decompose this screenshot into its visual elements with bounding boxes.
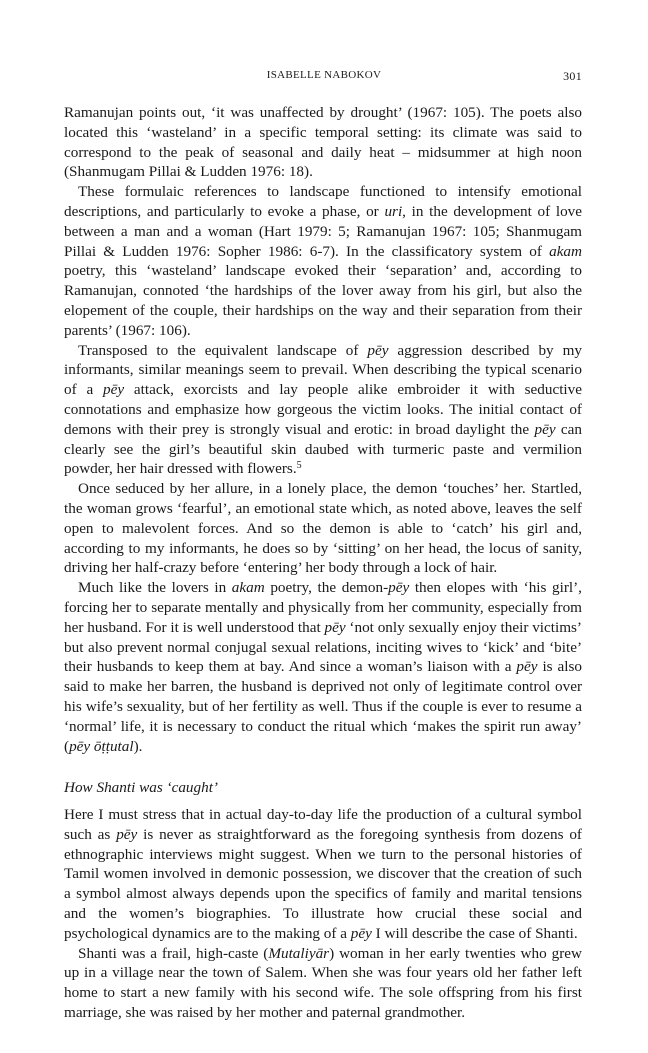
term-pey: pēy [103, 381, 125, 399]
term-pey: pēy [350, 924, 372, 942]
text-run: poetry, this ‘wasteland’ landscape evoked their ‘separation’ and, according to Ramanujan, connoted ‘the hardships of the lover away from his girl, but also the elopement of the couple, their hardships on the way and their separation from their parents’ (1967: 106). [64, 262, 582, 339]
article-body [64, 103, 582, 1023]
text-run: , in the development of love between a man and a woman (Hart 1979: 5; Ramanujan 1967: 105; Shanmugam Pillai & Ludden 1976: Sopher 1986: 6-7). In the classificatory system of [64, 202, 582, 260]
paragraph-landscape-references [64, 182, 582, 340]
text-run: aggression described by my informants, similar meanings seem to prevail. When describing the typical scenario of a [64, 341, 582, 399]
paragraph-pey-attack [64, 341, 582, 480]
text-run: Transposed to the equivalent landscape of [78, 341, 368, 359]
running-head [0, 69, 648, 85]
term-pey: pēy [324, 618, 346, 636]
paragraph-shanti [64, 944, 582, 1023]
term-uri: uri [384, 202, 403, 220]
term-pey: pēy [367, 341, 389, 359]
text-run: I will describe the case of Shanti. [371, 924, 578, 942]
text-run: Much like the lovers in [78, 579, 232, 597]
paragraph-text: Ramanujan points out, ‘it was unaffected by drought’ (1967: 105). The poets also located this ‘wasteland’ in a specific temporal setting: its climate was said to correspond to the peak of seasonal and daily heat – midsummer at high noon (Shanmugam Pillai & Ludden 1976: 18). [64, 104, 582, 181]
text-run: then elopes with ‘his girl’, forcing her to separate mentally and physically from her community, especially from her husband. For it is well understood that [64, 579, 582, 636]
term-mutaliyar: Mutaliyār [268, 944, 330, 962]
text-run: ). [133, 737, 143, 755]
text-run: is never as straightforward as the foregoing synthesis from dozens of ethnographic interviews might suggest. When we turn to the personal histories of Tamil women involved in demonic possession, we discover that the creation of such a symbol almost always depends upon the specifics of family and marital tensions and the women’s biographies. To illustrate how crucial these social and psychological dynamics are to the making of a [64, 825, 582, 942]
text-run: Shanti was a frail, high-caste ( [78, 944, 269, 962]
paragraph-text: Once seduced by her allure, in a lonely place, the demon ‘touches’ her. Startled, the woman grows ‘fearful’, an emotional state which, as noted above, leaves the self open to malevolent forces. And so the demon is able to ‘catch’ his girl and, according to my informants, he does so by ‘sitting’ on her head, the locus of sanity, driving her half-crazy before ‘entering’ her body through a lock of hair. [64, 480, 582, 577]
text-run: can clearly see the girl’s beautiful skin daubed with turmeric paste and vermilion powder, her hair dressed with flowers. [64, 420, 583, 478]
text-run: poetry, the demon- [264, 579, 389, 597]
text-run: ‘not only sexually enjoy their victims’ but also prevent normal conjugal sexual relations, inciting wives to ‘kick’ and ‘bite’ their husbands to keep them at bay. And since a woman’s liaison with a [64, 618, 582, 676]
text-run: These formulaic references to landscape functioned to intensify emotional descriptions, and particularly to evoke a phase, or [64, 183, 582, 220]
paragraph-continuation [64, 103, 582, 182]
text-run: Here I must stress that in actual day-to-day life the production of a cultural symbol such as [64, 806, 582, 843]
text-run: is also said to make her barren, the husband is deprived not only of legitimate control over his wife’s sexuality, but of her fertility as well. Thus if the couple is ever to resume a ‘normal’ life, it is necessary to conduct the ritual which ‘makes the spirit run away’ ( [64, 658, 582, 755]
footnote-marker: 5 [296, 460, 302, 472]
page-number: 301 [563, 69, 582, 83]
term-pey: pēy [516, 658, 538, 676]
section-heading: How Shanti was ‘caught’ [64, 779, 218, 797]
text-run: ) woman in her early twenties who grew up in a village near the town of Salem. When she was four years old her father left home to start a new family with his second wife. The sole offspring from his first marriage, she was raised by her mother and paternal grandmother. [64, 944, 582, 1022]
term-akam: akam [231, 579, 265, 597]
term-pey: pēy [534, 420, 556, 438]
paragraph-cultural-symbol [64, 805, 582, 944]
text-run: attack, exorcists and lay people alike embroider it with seductive connotations and emphasize how gorgeous the victim looks. The initial contact of demons with their prey is strongly visual and erotic: in broad daylight the [64, 381, 582, 438]
term-akam: akam [549, 242, 582, 260]
paragraph-seduced [64, 479, 582, 578]
term-pey: pēy [116, 825, 138, 843]
term-pey: pēy [388, 579, 410, 597]
running-head-author: ISABELLE NABOKOV [266, 69, 382, 81]
term-pey-ottutal: pēy ōṭṭutal [69, 737, 134, 755]
paragraph-akam-lovers [64, 578, 582, 756]
